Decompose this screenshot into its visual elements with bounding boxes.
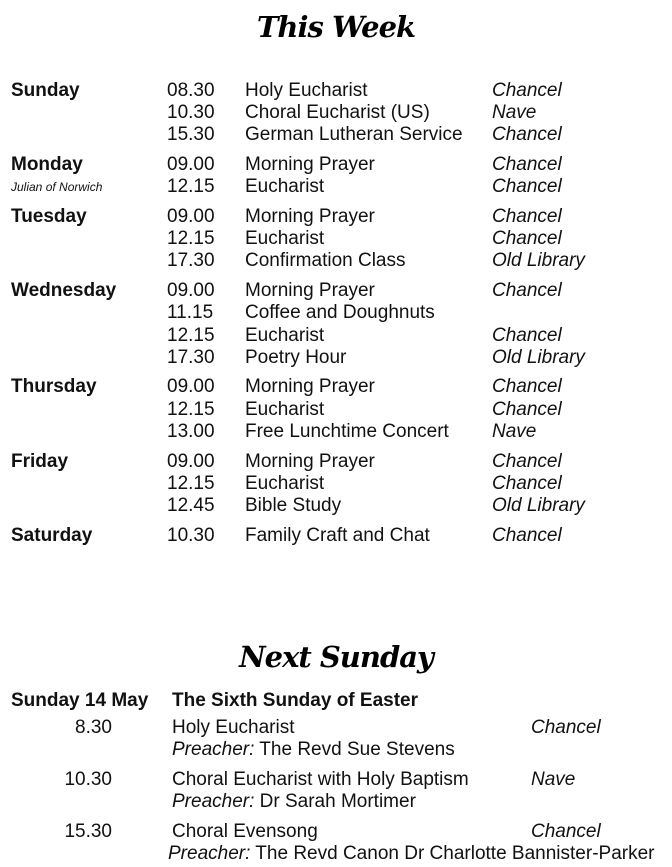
service-time: 09.00	[167, 376, 215, 398]
service-title: Eucharist	[245, 228, 325, 250]
day-name: Friday	[11, 450, 69, 472]
service-time: 11.15	[167, 302, 214, 324]
preacher-line	[172, 739, 455, 761]
service-row	[0, 280, 672, 302]
service-time: 09.00	[167, 206, 215, 227]
service-time: 08.30	[167, 80, 215, 101]
preacher-label: Preacher:	[172, 739, 255, 760]
service-title: Eucharist	[245, 398, 325, 420]
service-location: Chancel	[492, 228, 562, 250]
preacher-label: Preacher:	[168, 843, 251, 864]
service-title: Coffee and Doughnuts	[245, 302, 435, 324]
service-location: Chancel	[492, 398, 562, 420]
service-time: 17.30	[167, 250, 215, 272]
preacher-name: The Revd Sue Stevens	[254, 739, 455, 760]
service-location: Chancel	[492, 472, 562, 494]
service-location: Nave	[492, 102, 537, 124]
service-time: 8.30	[75, 717, 112, 738]
service-location: Chancel	[492, 524, 562, 546]
service-row	[0, 325, 672, 347]
service-location: Chancel	[531, 821, 601, 842]
service-title: Eucharist	[245, 472, 325, 494]
service-time: 12.15	[167, 472, 215, 494]
service-location: Chancel	[531, 717, 601, 738]
day-name: Saturday	[11, 524, 93, 546]
service-row	[0, 399, 672, 421]
service-time: 17.30	[167, 346, 215, 368]
service-time: 12.45	[167, 494, 215, 516]
day-name: Monday	[11, 154, 83, 176]
service-location: Nave	[531, 769, 576, 790]
feast-day-label: Julian of Norwich	[11, 180, 103, 195]
service-time: 15.30	[64, 821, 112, 842]
service-title: Eucharist	[245, 324, 325, 346]
service-location: Chancel	[492, 280, 562, 302]
preacher-line	[172, 791, 416, 813]
service-location: Chancel	[492, 450, 562, 472]
preacher-name: The Revd Canon Dr Charlotte Bannister-Parker	[250, 843, 655, 864]
service-time: 13.00	[167, 420, 215, 442]
service-location: Nave	[492, 420, 537, 442]
service-title: Choral Eucharist with Holy Baptism	[172, 769, 469, 790]
service-row	[0, 206, 672, 228]
service-row	[0, 154, 672, 176]
service-time: 09.00	[167, 280, 215, 302]
service-title: Choral Eucharist (US)	[245, 102, 430, 124]
service-row	[0, 102, 672, 124]
next-sunday-heading: Next Sunday	[239, 640, 433, 674]
service-time: 12.15	[167, 228, 215, 250]
service-title: Bible Study	[245, 494, 342, 516]
day-name: Tuesday	[11, 206, 87, 227]
service-location: Chancel	[492, 376, 562, 398]
service-location: Chancel	[492, 206, 562, 227]
service-title: Eucharist	[245, 176, 325, 198]
service-row	[0, 421, 672, 443]
service-time: 12.15	[167, 398, 215, 420]
service-time: 10.30	[64, 769, 112, 790]
service-row	[0, 80, 672, 102]
service-time: 10.30	[167, 524, 215, 546]
service-time: 12.15	[167, 324, 215, 346]
service-row	[0, 302, 672, 324]
service-time: 15.30	[167, 124, 215, 146]
service-row	[0, 495, 672, 517]
service-row	[0, 451, 672, 473]
day-name: Sunday	[11, 80, 80, 101]
service-title: Holy Eucharist	[172, 717, 295, 738]
service-time: 10.30	[167, 102, 215, 124]
service-row	[0, 176, 672, 198]
preacher-label: Preacher:	[172, 791, 255, 812]
this-week-heading: This Week	[256, 10, 416, 44]
service-title: Free Lunchtime Concert	[245, 420, 449, 442]
service-row	[0, 525, 672, 547]
service-row	[0, 228, 672, 250]
service-title: Confirmation Class	[245, 250, 406, 272]
next-sunday-date: Sunday 14 May	[11, 690, 149, 711]
service-location: Chancel	[492, 176, 562, 198]
service-location: Chancel	[492, 324, 562, 346]
preacher-line	[168, 843, 655, 865]
service-location: Old Library	[492, 346, 585, 368]
service-row	[0, 250, 672, 272]
service-title: Morning Prayer	[245, 154, 375, 176]
next-sunday-occasion: The Sixth Sunday of Easter	[172, 690, 418, 711]
service-location: Chancel	[492, 80, 562, 101]
service-time: 12.15	[167, 176, 215, 198]
service-row	[0, 124, 672, 146]
service-time: 09.00	[167, 450, 215, 472]
service-location: Chancel	[492, 154, 562, 176]
service-title: Poetry Hour	[245, 346, 347, 368]
service-title: Morning Prayer	[245, 280, 375, 302]
preacher-name: Dr Sarah Mortimer	[254, 791, 416, 812]
service-title: Morning Prayer	[245, 450, 375, 472]
service-title: Holy Eucharist	[245, 80, 368, 101]
service-title: Choral Evensong	[172, 821, 318, 842]
service-location: Old Library	[492, 250, 585, 272]
service-title: Morning Prayer	[245, 376, 375, 398]
service-row	[0, 473, 672, 495]
day-name: Wednesday	[11, 280, 117, 302]
day-name: Thursday	[11, 376, 97, 398]
service-title: German Lutheran Service	[245, 124, 463, 146]
service-location: Old Library	[492, 494, 585, 516]
service-time: 09.00	[167, 154, 215, 176]
service-title: Morning Prayer	[245, 206, 375, 227]
service-location: Chancel	[492, 124, 562, 146]
service-row	[0, 347, 672, 369]
service-row	[0, 376, 672, 398]
service-title: Family Craft and Chat	[245, 524, 430, 546]
